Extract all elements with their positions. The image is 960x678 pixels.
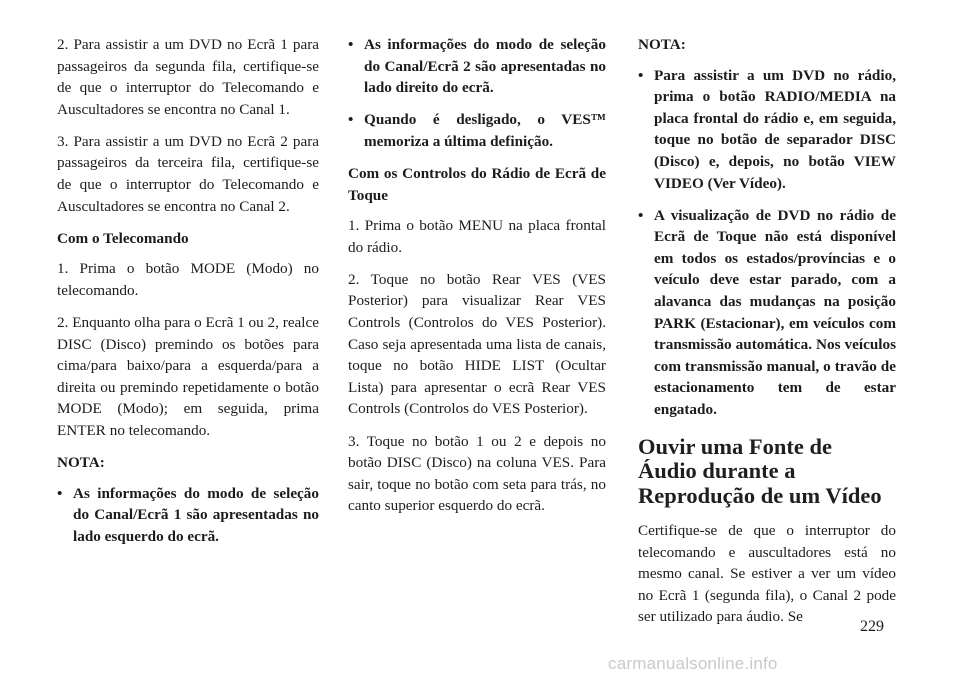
paragraph-step-rear-ves: 2. Toque no botão Rear VES (VES Posterior) para visualizar Rear VES Controls (Controlos do VES Posterior). Caso seja apresentada uma lista de canais, toque no botão HIDE LIST (Ocultar Lista) para apresentar o ecrã Rear VES Controls (Controlos do VES Posterior). [348,270,606,418]
note-label: NOTA: [57,454,105,472]
heading-remote-control: Com o Telecomando [57,229,189,247]
bullet-icon: • [348,36,354,53]
paragraph-step-disc: 2. Enquanto olha para o Ecrã 1 ou 2, realce DISC (Disco) premindo os botões para cima/para baixo/para a esquerda/para a direita ou premindo repetidamente o botão MODE (Modo); em seguida, prima ENTER no telecomando. [57,314,319,439]
bullet-icon: • [638,66,644,84]
bullet-text: As informações do modo de seleção do Canal/Ecrã 1 são apresentadas no lado esquerdo do ecrã. [73,484,319,545]
page-number: 229 [860,618,884,635]
watermark: carmanualsonline.info [608,654,778,673]
bullet-item [638,205,896,421]
paragraph-step-mode: 1. Prima o botão MODE (Modo) no telecomando. [57,260,319,299]
paragraph-audio-source: Certifique-se de que o interruptor do telecomando e auscultadores está no mesmo canal. Se estiver a ver um vídeo no Ecrã 1 (segunda fila), o Canal 2 pode ser utilizado para áudio. Se [638,522,896,626]
heading-touchscreen-controls: Com os Controlos do Rádio de Ecrã de Toque [348,164,606,204]
bullet-item [348,34,606,99]
bullet-text: A visualização de DVD no rádio de Ecrã de Toque não está disponível em todos os estados/províncias e o veículo deve estar parado, com a alavanca das mudanças na posição PARK (Estacionar), em veículos com transmissão automática. Nos veículos com transmissão manual, o travão de estacionamento tem de estar engatado. [654,206,896,418]
column-1 [57,34,319,558]
paragraph-dvd-screen-1: 2. Para assistir a um DVD no Ecrã 1 para passageiros da segunda fila, certifique-se de que o interruptor do Telecomando e Auscultadores se encontra no Canal 1. [57,36,319,118]
column-3 [638,34,896,639]
section-title: Ouvir uma Fonte de Áudio durante a Reprodução de um Vídeo [638,433,882,508]
bullet-text: Para assistir a um DVD no rádio, prima o botão RADIO/MEDIA na placa frontal do rádio e, em seguida, toque no botão de separador DISC (Disco) e, depois, no botão VIEW VIDEO (Ver Vídeo). [654,66,896,192]
bullet-item [638,65,896,195]
note-label: NOTA: [638,36,686,53]
bullet-item [57,483,319,548]
paragraph-step-disc-column: 3. Toque no botão 1 ou 2 e depois no botão DISC (Disco) na coluna VES. Para sair, toque no botão com seta para trás, no canto superior esquerdo do ecrã. [348,432,606,515]
paragraph-dvd-screen-2: 3. Para assistir a um DVD no Ecrã 2 para passageiros da terceira fila, certifique-se de que o interruptor do Telecomando e Auscultadores se encontra no Canal 2. [57,132,319,215]
paragraph-step-menu: 1. Prima o botão MENU na placa frontal do rádio. [348,217,606,256]
bullet-text: Quando é desligado, o VES™ memoriza a última definição. [364,111,606,150]
bullet-icon: • [638,206,644,224]
bullet-text: As informações do modo de seleção do Canal/Ecrã 2 são apresentadas no lado direito do ecrã. [364,36,606,97]
bullet-item [348,109,606,152]
bullet-icon: • [57,484,63,502]
column-2 [348,34,606,527]
bullet-icon: • [348,111,354,129]
